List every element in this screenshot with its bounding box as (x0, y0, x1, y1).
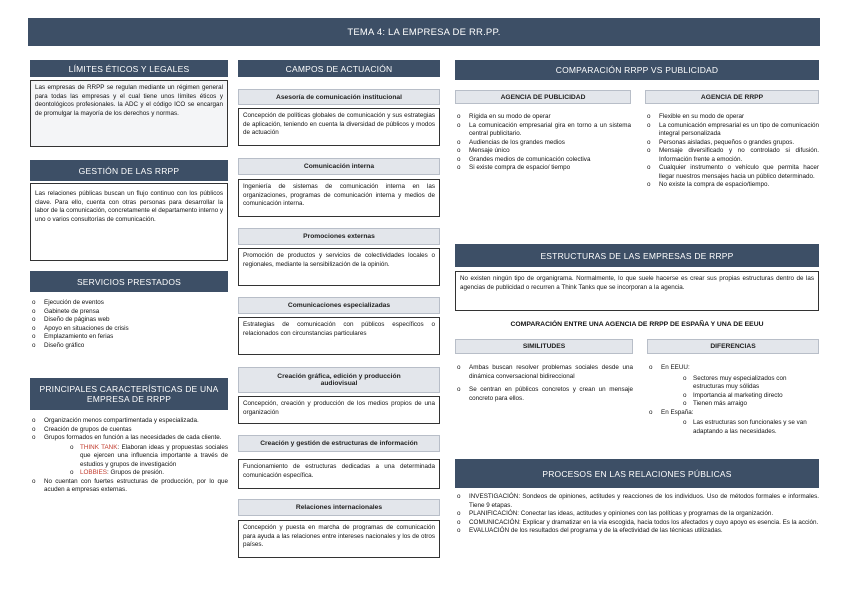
campo-text-0: Concepción de políticas globales de comunicación y sus estrategias de aplicación, teniendo en cuenta la diversidad de públicos y modos de actuación (238, 108, 440, 146)
campo-head-0: Asesoría de comunicación institucional (238, 89, 440, 105)
list-item: o Sectores muy especializados con estructuras muy sólidas (681, 375, 819, 392)
agencia-rrpp-head: AGENCIA DE RRPP (645, 90, 819, 104)
planificacion-text: : Conectar las ideas, actitudes y opiniones con las políticas y programas de la organización. (517, 510, 774, 517)
list-item: o Mensaje único (455, 147, 631, 156)
list-item: o Gabinete de prensa (30, 308, 228, 317)
list-item: o La comunicación empresarial es un tipo de comunicación integral personalizada (645, 122, 819, 139)
list-item: o Ejecución de eventos (30, 299, 228, 308)
diferencias-head: DIFERENCIAS (647, 339, 819, 354)
comparacion-title: COMPARACIÓN RRPP VS PUBLICIDAD (455, 60, 819, 80)
publicidad-list (455, 113, 631, 173)
list-item: o Mensaje diversificado y no controlado si difusión. Información frente a emoción. (645, 147, 819, 164)
list-item (647, 364, 819, 409)
campo-text-5: Funcionamiento de estructuras dedicadas a una determinada comunicación específica. (238, 459, 440, 489)
list-item (455, 519, 819, 528)
campo-head-4: Creación gráfica, edición y producción audiovisual (238, 367, 440, 393)
list-item: o Creación de grupos de cuentas (30, 426, 228, 435)
list-item: o Emplazamiento en ferias (30, 333, 228, 342)
think-tank-label: THINK TANK (80, 443, 118, 451)
campos-title: CAMPOS DE ACTUACIÓN (238, 60, 440, 77)
comunicacion-text: : Explicar y dramatizar en la vía escogida, hacia todos los afectados y cuyo apoyo es esencia. Es la acción. (519, 518, 819, 526)
evaluacion-label: EVALUACIÓN (469, 527, 510, 534)
list-item: o Cualquier instrumento o vehículo que permita hacer llegar nuestros mensajes hacia un público determinado. (645, 164, 819, 181)
list-item: o Importancia al marketing directo (681, 392, 819, 401)
list-item: o Audiencias de los grandes medios (455, 139, 631, 148)
similitudes-list (455, 364, 633, 403)
list-item (68, 469, 228, 478)
limites-text: Las empresas de RRPP se regulan mediante un régimen general para todas las empresas y el cual tiene unos límites éticos y deontológicos profesionales. la ADC y el código ICO se encargan de promulgar la mayoría de los derechos y normas. (30, 80, 228, 147)
list-item (455, 510, 819, 519)
eeuu-label: En EEUU: (661, 364, 690, 371)
think-tank-text: : Elaboran ideas y propuestas sociales que ejercen una influencia importante a través de estudios y grupos de investigación (80, 443, 229, 468)
investigacion-label: INVESTIGACIÓN (469, 493, 519, 500)
investigacion-text: : Sondeos de opiniones, actitudes y reacciones de los individuos. Uso de métodos formales e informales. Tiene 9 etapas. (469, 493, 819, 509)
list-item (455, 493, 819, 510)
servicios-list (30, 299, 228, 350)
list-item: o Ambas buscan resolver problemas sociales desde una dinámica conversacional bidireccional (455, 364, 633, 381)
list-item (647, 409, 819, 437)
estructuras-title: ESTRUCTURAS DE LAS EMPRESAS DE RRPP (455, 244, 819, 267)
gestion-title: GESTIÓN DE LAS RRPP (30, 160, 228, 181)
campo-head-2: Promociones externas (238, 228, 440, 245)
list-item: o Organización menos compartimentada y especializada. (30, 417, 228, 426)
list-item: o No existe la compra de espacio/tiempo. (645, 181, 819, 190)
campo-head-5: Creación y gestión de estructuras de información (238, 435, 440, 452)
list-item: o Si existe compra de espacio/ tiempo (455, 164, 631, 173)
campo-text-6: Concepción y puesta en marcha de programas de comunicación para ayuda a las relaciones entre intereses nacionales y los de otros países. (238, 520, 440, 558)
campo-text-3: Estrategias de comunicación con públicos específicos o relacionados con circunstancias particulares (238, 317, 440, 355)
list-item (30, 434, 228, 478)
list-item: o Diseño de páginas web (30, 316, 228, 325)
estructuras-text: No existen ningún tipo de organigrama. Normalmente, lo que suele hacerse es crear sus propias estructuras dentro de las agencias de publicidad o recurren a Think Tanks que se incorporan a la agencia. (455, 271, 819, 311)
list-item: o Las estructuras son funcionales y se van adaptando a las necesidades. (681, 419, 819, 436)
campo-text-4: Concepción, creación y producción de los medios propios de una organización (238, 396, 440, 424)
limites-title: LÍMITES ÉTICOS Y LEGALES (30, 60, 228, 77)
planificacion-label: PLANIFICACIÓN (469, 510, 518, 517)
list-item: o Flexible en su modo de operar (645, 113, 819, 122)
list-item: o Se centran en públicos concretos y crean un mensaje concreto para ellos. (455, 386, 633, 403)
list-item: o Rígida en su modo de operar (455, 113, 631, 122)
similitudes-head: SIMILITUDES (455, 339, 633, 354)
principales-title: PRINCIPALES CARACTERÍSTICAS DE UNA EMPRESA DE RRPP (30, 378, 228, 410)
campo-head-6: Relaciones internacionales (238, 499, 440, 516)
campo-text-1: Ingeniería de sistemas de comunicación interna en las organizaciones, programas de comunicación interna y medios de comunicación interna. (238, 179, 440, 217)
list-item: o Grandes medios de comunicación colectiva (455, 156, 631, 165)
list-item: o Apoyo en situaciones de crisis (30, 325, 228, 334)
list-item: o Diseño gráfico (30, 342, 228, 351)
procesos-list (455, 493, 819, 536)
list-item: o La comunicación empresarial gira en torno a un sistema central publicitario. (455, 122, 631, 139)
campo-text-2: Promoción de productos y servicios de colectividades locales o regionales, mediante la sensibilización de la opinión. (238, 248, 440, 286)
campo-head-3: Comunicaciones especializadas (238, 297, 440, 314)
list-item: o No cuentan con fuertes estructuras de producción, por lo que acuden a empresas externas. (30, 478, 228, 495)
rrpp-list (645, 113, 819, 190)
lobbies-text: : Grupos de presión. (106, 469, 165, 476)
list-item: o Tienen más arraigo (681, 400, 819, 409)
comunicacion-label: COMUNICACIÓN (469, 518, 520, 526)
servicios-title: SERVICIOS PRESTADOS (30, 271, 228, 292)
list-item: o Personas aisladas, pequeños o grandes grupos. (645, 139, 819, 148)
lobbies-label: LOBBIES (80, 469, 107, 476)
gestion-text: Las relaciones públicas buscan un flujo continuo con los públicos clave. Para ello, cuenta con otras personas para desarrollar la labor de la comunicación, concretamente el departamento interno y uno o varios consultorías de comunicación. (30, 183, 228, 261)
comparacion-paises-title: COMPARACIÓN ENTRE UNA AGENCIA DE RRPP DE ESPAÑA Y UNA DE EEUU (510, 321, 764, 328)
procesos-title: PROCESOS EN LAS RELACIONES PÚBLICAS (455, 459, 819, 488)
list-item (68, 444, 228, 470)
espana-label: En España: (661, 408, 694, 416)
principales-item-text: Grupos formados en función a las necesidades de cada cliente. (44, 434, 222, 441)
evaluacion-text: de los resultados del programa y de la efectividad de las técnicas utilizadas. (509, 527, 723, 534)
principales-list (30, 417, 228, 495)
diferencias-list (647, 364, 819, 436)
page-title: TEMA 4: LA EMPRESA DE RR.PP. (28, 18, 820, 46)
list-item (455, 527, 819, 536)
agencia-publicidad-head: AGENCIA DE PUBLICIDAD (455, 90, 631, 104)
campo-head-1: Comunicación interna (238, 158, 440, 175)
